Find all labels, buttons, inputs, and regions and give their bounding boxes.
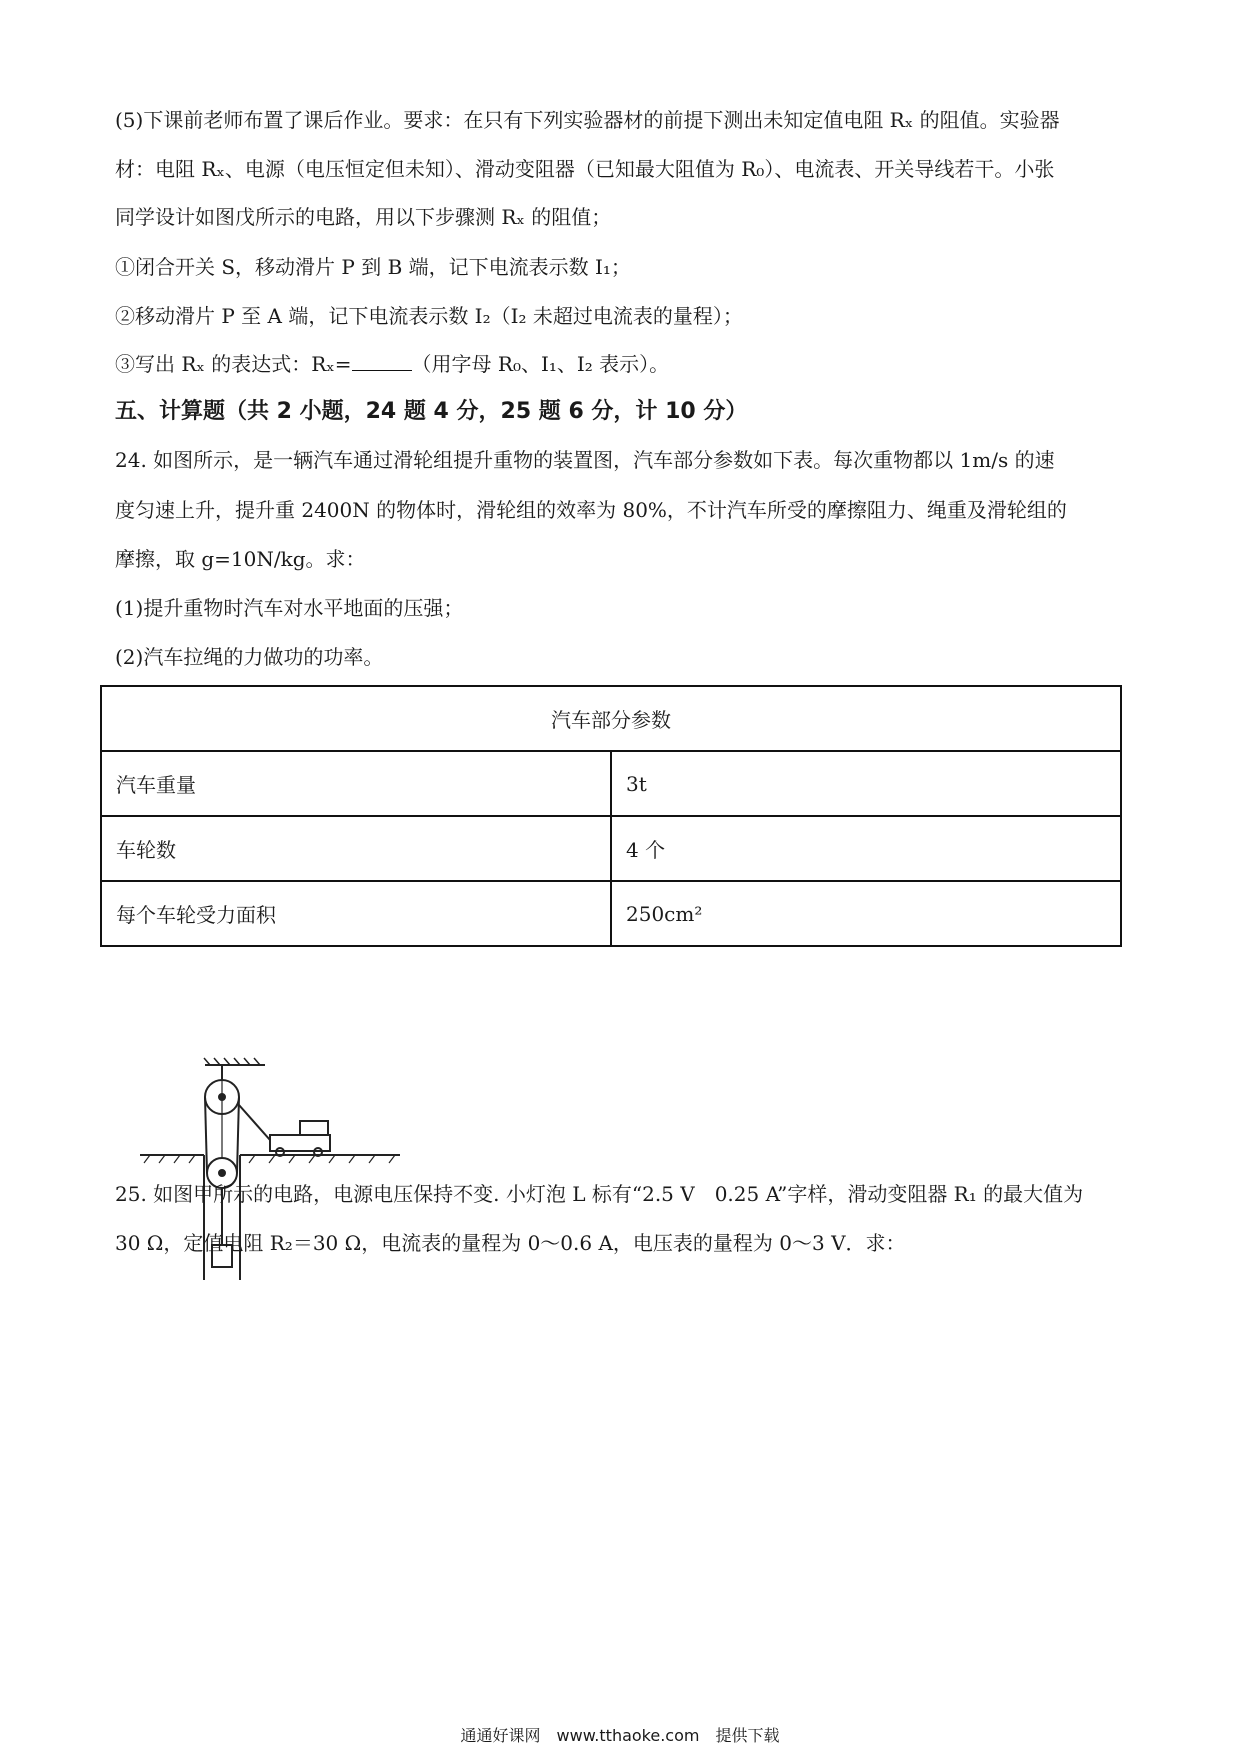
table-cell-value: 3t <box>611 751 1121 816</box>
table-header-row <box>101 686 1121 751</box>
q5-step-1: ①闭合开关 S，移动滑片 P 到 B 端，记下电流表示数 I₁； <box>115 255 631 279</box>
q5-line-2: 材：电阻 Rₓ、电源（电压恒定但未知）、滑动变阻器（已知最大阻值为 R₀）、电流表、开关导线若干。小张 <box>115 157 1055 181</box>
q24-line-1: 24. 如图所示，是一辆汽车通过滑轮组提升重物的装置图，汽车部分参数如下表。每次重物都以 1m/s 的速 <box>115 448 1055 472</box>
q5-step-3-suffix: （用字母 R₀、I₁、I₂ 表示）。 <box>411 352 670 376</box>
q24-sub-1: (1)提升重物时汽车对水平地面的压强； <box>115 596 464 620</box>
table-row <box>101 751 1121 816</box>
q5-line-1: (5)下课前老师布置了课后作业。要求：在只有下列实验器材的前提下测出未知定值电阻 Rₓ 的阻值。实验器 <box>115 108 1060 132</box>
table-cell-value: 4 个 <box>611 816 1121 881</box>
q24-sub-2: (2)汽车拉绳的力做功的功率。 <box>115 645 384 669</box>
table-header: 汽车部分参数 <box>101 686 1121 751</box>
q5-line-3: 同学设计如图戊所示的电路，用以下步骤测 Rₓ 的阻值； <box>115 205 612 229</box>
q5-step-3-prefix: ③写出 Rₓ 的表达式：Rₓ= <box>115 352 352 376</box>
q25-line-1: 25. 如图甲所示的电路，电源电压保持不变. 小灯泡 L 标有“2.5 V 0.25 A”字样，滑动变阻器 R₁ 的最大值为 <box>115 1182 1084 1206</box>
table-cell-label: 车轮数 <box>101 816 611 881</box>
q5-step-3 <box>115 350 1132 378</box>
q5-step-2: ②移动滑片 P 至 A 端，记下电流表示数 I₂（I₂ 未超过电流表的量程）； <box>115 304 743 328</box>
section-5-title: 五、计算题（共 2 小题，24 题 4 分，25 题 6 分，计 10 分） <box>115 399 748 424</box>
table-cell-label: 每个车轮受力面积 <box>101 881 611 946</box>
answer-blank <box>352 352 412 371</box>
q25-line-2: 30 Ω，定值电阻 R₂＝30 Ω，电流表的量程为 0～0.6 A，电压表的量程为 0～3 V．求： <box>115 1231 906 1255</box>
car-parameters-table <box>100 685 1122 947</box>
table-row <box>101 816 1121 881</box>
q24-line-3: 摩擦，取 g=10N/kg。求： <box>115 547 366 571</box>
table-cell-value: 250cm² <box>611 881 1121 946</box>
q24-line-2: 度匀速上升，提升重 2400N 的物体时，滑轮组的效率为 80%，不计汽车所受的摩擦阻力、绳重及滑轮组的 <box>115 498 1067 522</box>
page-footer: 通通好课网 www.tthaoke.com 提供下载 <box>460 1726 780 1745</box>
table-cell-label: 汽车重量 <box>101 751 611 816</box>
table-row <box>101 881 1121 946</box>
